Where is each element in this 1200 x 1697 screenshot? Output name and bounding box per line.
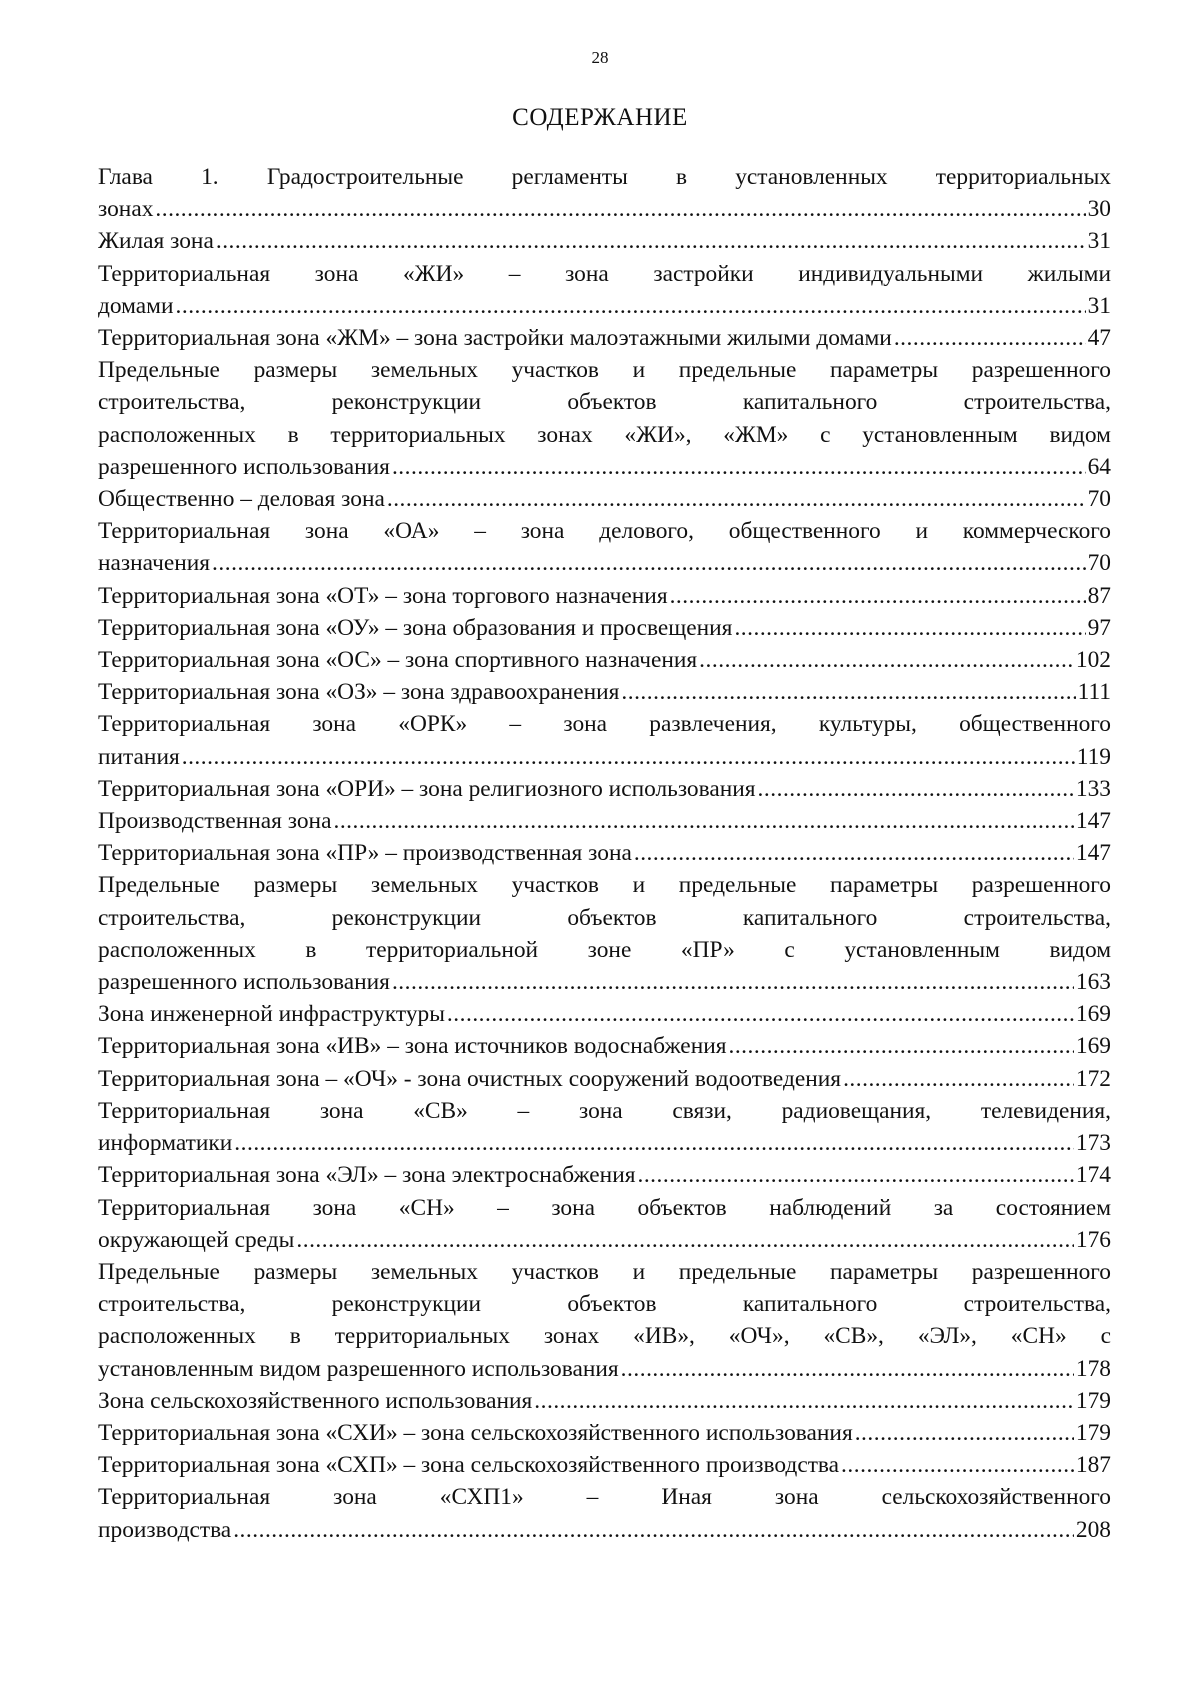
toc-entry[interactable] bbox=[98, 1030, 1111, 1062]
toc-entry-title: Зона сельскохозяйственного использования bbox=[98, 1387, 533, 1414]
toc-page-number: 172 bbox=[1075, 1065, 1111, 1092]
toc-entry-title: Жилая зона bbox=[98, 228, 214, 255]
toc-page-number: 47 bbox=[1087, 325, 1111, 352]
toc-page-number: 147 bbox=[1075, 840, 1111, 867]
toc-entry-title: Территориальная зона «ЖМ» – зона застройки малоэтажными жилыми домами bbox=[98, 325, 892, 352]
dot-leader bbox=[234, 1127, 1074, 1159]
toc-entry-line: расположенных в территориальных зонах «ЖИ», «ЖМ» с установленным видом bbox=[98, 421, 1111, 448]
toc-entry-title: Территориальная зона «ОЗ» – зона здравоохранения bbox=[98, 679, 620, 706]
toc-page-number: 30 bbox=[1087, 196, 1111, 223]
toc-entry-line: Глава 1. Градостроительные регламенты в установленных территориальных bbox=[98, 164, 1111, 190]
dot-leader bbox=[699, 644, 1074, 676]
toc-entry-line: Территориальная зона «СХП1» – Иная зона сельскохозяйственного bbox=[98, 1484, 1111, 1511]
toc-page-number: 70 bbox=[1087, 550, 1111, 577]
toc-entry-line: Предельные размеры земельных участков и предельные параметры разрешенного bbox=[98, 872, 1111, 899]
dot-leader bbox=[728, 1030, 1073, 1062]
toc-entry-title: производства bbox=[98, 1516, 232, 1543]
toc-page-number: 147 bbox=[1075, 808, 1111, 835]
dot-leader bbox=[296, 1224, 1074, 1256]
table-of-contents bbox=[98, 161, 1111, 1546]
toc-page-number: 64 bbox=[1087, 453, 1111, 480]
toc-entry[interactable] bbox=[98, 1449, 1111, 1481]
toc-entry[interactable] bbox=[98, 1256, 1111, 1385]
toc-page-number: 208 bbox=[1075, 1516, 1111, 1543]
toc-entry-line: Предельные размеры земельных участков и предельные параметры разрешенного bbox=[98, 1258, 1111, 1285]
toc-entry[interactable] bbox=[98, 612, 1111, 644]
toc-entry[interactable] bbox=[98, 1063, 1111, 1095]
toc-entry[interactable] bbox=[98, 1159, 1111, 1191]
dot-leader bbox=[841, 1449, 1074, 1481]
toc-page-number: 87 bbox=[1087, 582, 1111, 609]
toc-entry-title: Территориальная зона «ПР» – производственная зона bbox=[98, 840, 632, 867]
toc-entry[interactable] bbox=[98, 258, 1111, 322]
toc-entry-title: окружающей среды bbox=[98, 1226, 295, 1253]
toc-entry-line: строительства, реконструкции объектов капитального строительства, bbox=[98, 389, 1111, 416]
toc-entry[interactable] bbox=[98, 676, 1111, 708]
toc-entry[interactable] bbox=[98, 773, 1111, 805]
page-number: 28 bbox=[591, 48, 609, 67]
toc-entry[interactable] bbox=[98, 515, 1111, 579]
toc-entry[interactable] bbox=[98, 580, 1111, 612]
toc-entry[interactable] bbox=[98, 1481, 1111, 1545]
dot-leader bbox=[621, 676, 1075, 708]
dot-leader bbox=[734, 612, 1085, 644]
toc-page-number: 119 bbox=[1076, 743, 1111, 770]
toc-page-number: 178 bbox=[1075, 1355, 1111, 1382]
toc-entry[interactable] bbox=[98, 805, 1111, 837]
toc-page-number: 97 bbox=[1087, 614, 1111, 641]
toc-page-number: 31 bbox=[1087, 292, 1111, 319]
toc-entry[interactable] bbox=[98, 837, 1111, 869]
toc-entry[interactable] bbox=[98, 869, 1111, 998]
toc-entry-title: зонах bbox=[98, 196, 154, 223]
toc-entry[interactable] bbox=[98, 644, 1111, 676]
toc-entry-line: Территориальная зона «СН» – зона объектов наблюдений за состоянием bbox=[98, 1194, 1111, 1221]
toc-page-number: 31 bbox=[1087, 228, 1111, 255]
toc-entry-title: Территориальная зона «СХП» – зона сельскохозяйственного производства bbox=[98, 1452, 840, 1479]
toc-entry-title: Территориальная зона «СХИ» – зона сельскохозяйственного использования bbox=[98, 1419, 853, 1446]
toc-entry[interactable] bbox=[98, 322, 1111, 354]
toc-entry-line: расположенных в территориальной зоне «ПР» с установленным видом bbox=[98, 936, 1111, 963]
toc-page-number: 111 bbox=[1077, 679, 1111, 706]
dot-leader bbox=[621, 1353, 1074, 1385]
toc-entry-title: разрешенного использования bbox=[98, 453, 390, 480]
toc-entry-title: питания bbox=[98, 743, 180, 770]
dot-leader bbox=[155, 193, 1085, 225]
dot-leader bbox=[392, 966, 1074, 998]
toc-entry[interactable] bbox=[98, 1095, 1111, 1159]
toc-entry-line: Территориальная зона «СВ» – зона связи, радиовещания, телевидения, bbox=[98, 1097, 1111, 1124]
toc-entry-title: Территориальная зона «ЭЛ» – зона электроснабжения bbox=[98, 1162, 636, 1189]
toc-entry[interactable] bbox=[98, 998, 1111, 1030]
dot-leader bbox=[333, 805, 1073, 837]
toc-entry-title: назначения bbox=[98, 550, 211, 577]
toc-page-number: 176 bbox=[1075, 1226, 1111, 1253]
dot-leader bbox=[212, 547, 1086, 579]
dot-leader bbox=[176, 290, 1086, 322]
toc-entry[interactable] bbox=[98, 225, 1111, 257]
page-title: СОДЕРЖАНИЕ bbox=[512, 104, 688, 131]
toc-entry-line: Территориальная зона «ОРК» – зона развлечения, культуры, общественного bbox=[98, 711, 1111, 738]
dot-leader bbox=[534, 1385, 1074, 1417]
dot-leader bbox=[843, 1063, 1074, 1095]
toc-entry-title: Территориальная зона «ОРИ» – зона религиозного использования bbox=[98, 775, 756, 802]
toc-entry-title: информатики bbox=[98, 1130, 233, 1157]
toc-page-number: 133 bbox=[1075, 775, 1111, 802]
dot-leader bbox=[216, 225, 1086, 257]
toc-entry-line: расположенных в территориальных зонах «ИВ», «ОЧ», «СВ», «ЭЛ», «СН» с bbox=[98, 1323, 1111, 1350]
toc-page-number: 174 bbox=[1075, 1162, 1111, 1189]
toc-page-number: 169 bbox=[1075, 1033, 1111, 1060]
dot-leader bbox=[392, 451, 1086, 483]
toc-entry-title: Общественно – деловая зона bbox=[98, 486, 385, 513]
dot-leader bbox=[447, 998, 1074, 1030]
toc-page-number: 70 bbox=[1087, 486, 1111, 513]
toc-entry-line: Территориальная зона «ЖИ» – зона застройки индивидуальными жилыми bbox=[98, 260, 1111, 287]
dot-leader bbox=[855, 1417, 1074, 1449]
dot-leader bbox=[634, 837, 1074, 869]
toc-entry-title: Территориальная зона – «ОЧ» - зона очистных сооружений водоотведения bbox=[98, 1065, 842, 1092]
toc-entry-title: домами bbox=[98, 292, 174, 319]
dot-leader bbox=[387, 483, 1086, 515]
toc-entry-title: Зона инженерной инфраструктуры bbox=[98, 1001, 445, 1028]
toc-page-number: 102 bbox=[1075, 647, 1111, 674]
toc-entry[interactable] bbox=[98, 1192, 1111, 1256]
toc-entry-line: строительства, реконструкции объектов капитального строительства, bbox=[98, 1291, 1111, 1318]
toc-entry-title: Территориальная зона «ИВ» – зона источников водоснабжения bbox=[98, 1033, 727, 1060]
toc-page-number: 179 bbox=[1075, 1419, 1111, 1446]
toc-entry-title: Производственная зона bbox=[98, 808, 332, 835]
dot-leader bbox=[670, 580, 1086, 612]
toc-entry[interactable] bbox=[98, 1385, 1111, 1417]
dot-leader bbox=[637, 1159, 1073, 1191]
toc-entry-title: установленным видом разрешенного использования bbox=[98, 1355, 619, 1382]
toc-entry-title: Территориальная зона «ОУ» – зона образования и просвещения bbox=[98, 614, 733, 641]
toc-entry[interactable] bbox=[98, 483, 1111, 515]
toc-entry[interactable] bbox=[98, 708, 1111, 772]
toc-entry-title: Территориальная зона «ОТ» – зона торгового назначения bbox=[98, 582, 668, 609]
toc-entry[interactable] bbox=[98, 354, 1111, 483]
toc-entry-line: Территориальная зона «ОА» – зона делового, общественного и коммерческого bbox=[98, 518, 1111, 545]
toc-entry-title: Территориальная зона «ОС» – зона спортивного назначения bbox=[98, 647, 698, 674]
toc-entry[interactable] bbox=[98, 1417, 1111, 1449]
toc-entry-title: разрешенного использования bbox=[98, 969, 390, 996]
dot-leader bbox=[233, 1514, 1074, 1546]
toc-entry[interactable] bbox=[98, 161, 1111, 225]
toc-entry-line: Предельные размеры земельных участков и предельные параметры разрешенного bbox=[98, 357, 1111, 384]
toc-page-number: 179 bbox=[1075, 1387, 1111, 1414]
dot-leader bbox=[182, 741, 1075, 773]
dot-leader bbox=[758, 773, 1074, 805]
dot-leader bbox=[894, 322, 1086, 354]
toc-entry-line: строительства, реконструкции объектов капитального строительства, bbox=[98, 904, 1111, 931]
toc-page-number: 187 bbox=[1075, 1452, 1111, 1479]
toc-page-number: 169 bbox=[1075, 1001, 1111, 1028]
toc-page-number: 173 bbox=[1075, 1130, 1111, 1157]
toc-page-number: 163 bbox=[1075, 969, 1111, 996]
